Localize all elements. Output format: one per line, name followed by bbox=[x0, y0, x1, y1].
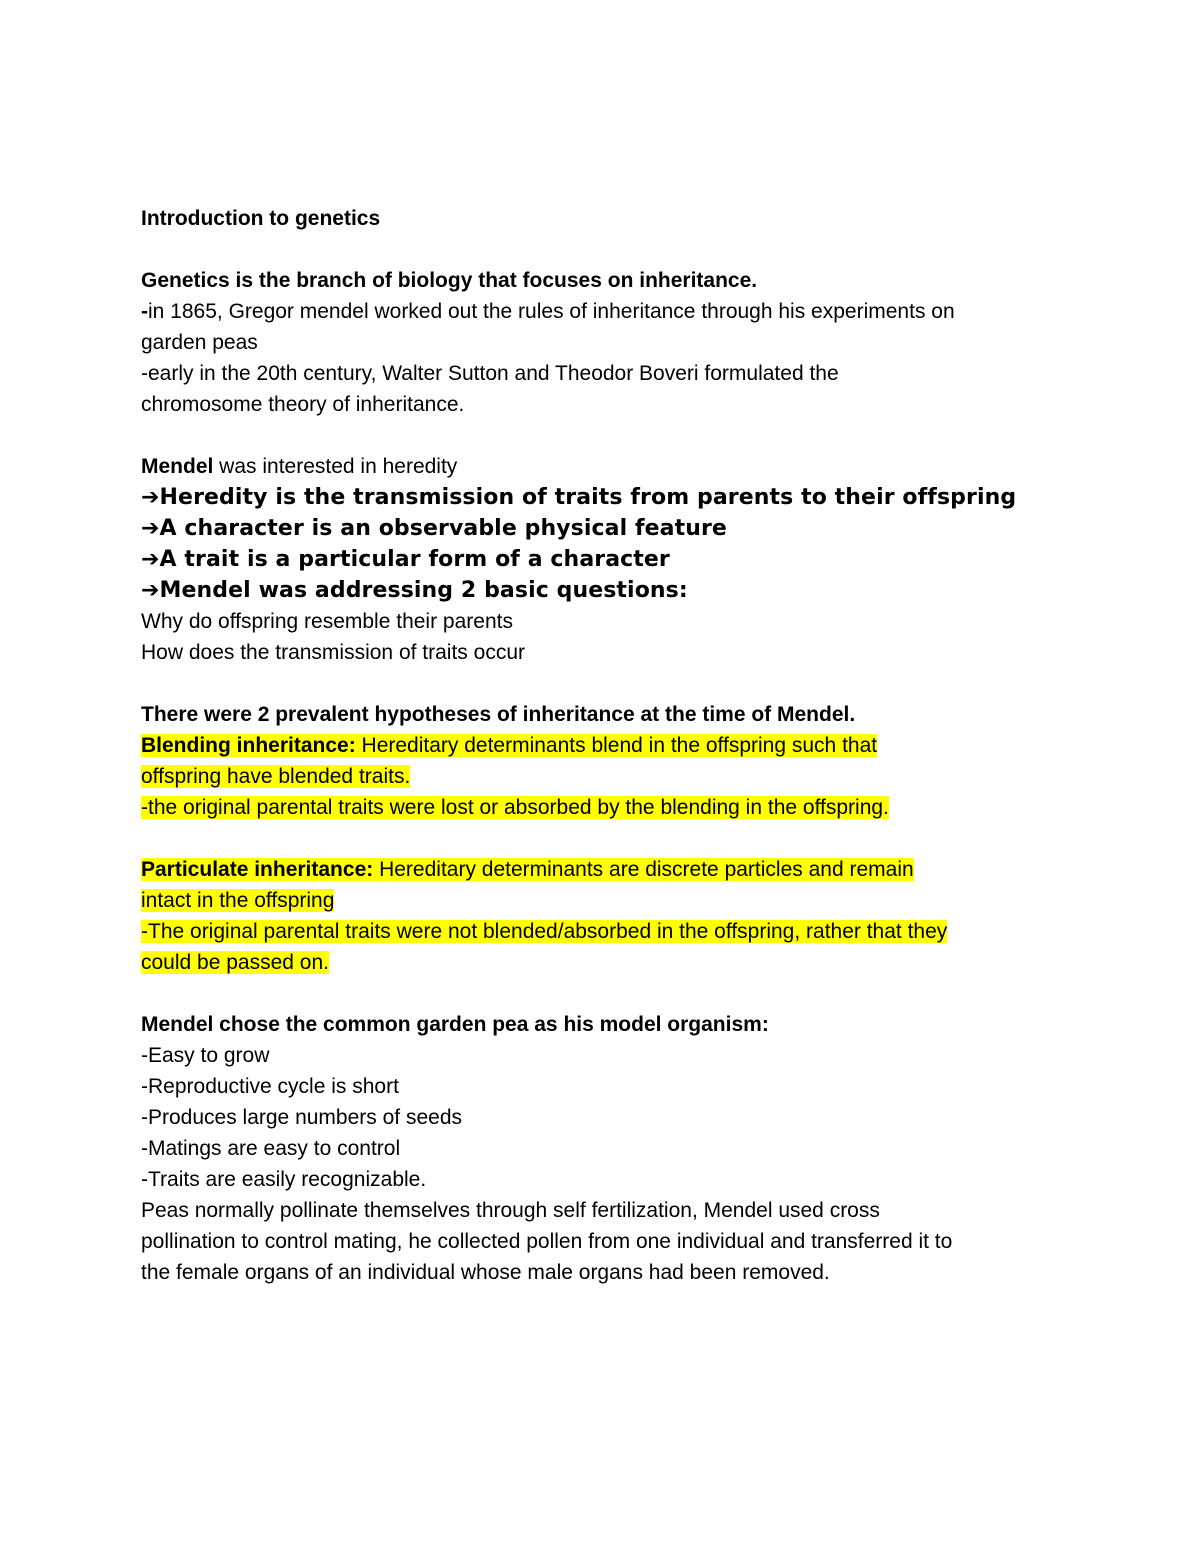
blending-highlight-1 bbox=[141, 734, 877, 757]
dash-mark: - bbox=[141, 300, 148, 323]
blending-line-1 bbox=[141, 730, 1071, 761]
section2-lead-bold: Mendel bbox=[141, 455, 214, 478]
section1-line4: chromosome theory of inheritance. bbox=[141, 393, 465, 416]
arrow-point-2: ➔A character is an observable physical feature bbox=[141, 516, 727, 541]
section1-heading: Genetics is the branch of biology that focuses on inheritance. bbox=[141, 269, 758, 292]
spacer bbox=[141, 234, 1071, 265]
blending-text-1: Hereditary determinants blend in the offspring such that bbox=[355, 734, 878, 757]
particulate-line-3 bbox=[141, 916, 1071, 947]
document-title: Introduction to genetics bbox=[141, 207, 381, 230]
list-item: -Reproductive cycle is short bbox=[141, 1075, 399, 1098]
spacer bbox=[141, 823, 1071, 854]
section1-line1 bbox=[141, 296, 1071, 327]
blending-line-3 bbox=[141, 792, 1071, 823]
blending-line-2 bbox=[141, 761, 1071, 792]
document-page bbox=[141, 203, 1071, 1288]
particulate-text-4: could be passed on. bbox=[141, 951, 329, 974]
particulate-line-1 bbox=[141, 854, 1071, 885]
particulate-line-4 bbox=[141, 947, 1071, 978]
list-item: -Easy to grow bbox=[141, 1044, 270, 1067]
particulate-text-1: Hereditary determinants are discrete particles and remain bbox=[373, 858, 914, 881]
spacer bbox=[141, 668, 1071, 699]
blending-label: Blending inheritance: bbox=[141, 734, 356, 757]
paragraph-line-3: the female organs of an individual whose male organs had been removed. bbox=[141, 1261, 830, 1284]
question-2: How does the transmission of traits occur bbox=[141, 641, 525, 664]
section2-lead bbox=[141, 451, 1071, 482]
paragraph-line-1: Peas normally pollinate themselves through self fertilization, Mendel used cross bbox=[141, 1199, 880, 1222]
list-item: -Produces large numbers of seeds bbox=[141, 1106, 462, 1129]
arrow-point-3: ➔A trait is a particular form of a character bbox=[141, 547, 670, 572]
question-1: Why do offspring resemble their parents bbox=[141, 610, 513, 633]
blending-text-2: offspring have blended traits. bbox=[141, 765, 411, 788]
particulate-highlight-1 bbox=[141, 858, 914, 881]
particulate-line-2 bbox=[141, 885, 1071, 916]
paragraph-line-2: pollination to control mating, he collected pollen from one individual and transferred it to bbox=[141, 1230, 953, 1253]
arrow-point-1: ➔Heredity is the transmission of traits from parents to their offspring bbox=[141, 485, 1017, 510]
blending-text-3: -the original parental traits were lost or absorbed by the blending in the offspring. bbox=[141, 796, 889, 819]
particulate-text-2: intact in the offspring bbox=[141, 889, 335, 912]
list-item: -Traits are easily recognizable. bbox=[141, 1168, 427, 1191]
list-item: -Matings are easy to control bbox=[141, 1137, 401, 1160]
section4-heading: Mendel chose the common garden pea as his model organism: bbox=[141, 1013, 769, 1036]
arrow-point-4: ➔Mendel was addressing 2 basic questions: bbox=[141, 578, 688, 603]
particulate-label: Particulate inheritance: bbox=[141, 858, 374, 881]
section1-line2: garden peas bbox=[141, 331, 258, 354]
particulate-text-3: -The original parental traits were not blended/absorbed in the offspring, rather that they bbox=[141, 920, 948, 943]
spacer bbox=[141, 978, 1071, 1009]
section3-heading: There were 2 prevalent hypotheses of inheritance at the time of Mendel. bbox=[141, 703, 856, 726]
spacer bbox=[141, 420, 1071, 451]
section1-line1-text: in 1865, Gregor mendel worked out the rules of inheritance through his experiments on bbox=[148, 300, 955, 323]
section2-lead-text: was interested in heredity bbox=[213, 455, 458, 478]
section1-line3: -early in the 20th century, Walter Sutton and Theodor Boveri formulated the bbox=[141, 362, 839, 385]
